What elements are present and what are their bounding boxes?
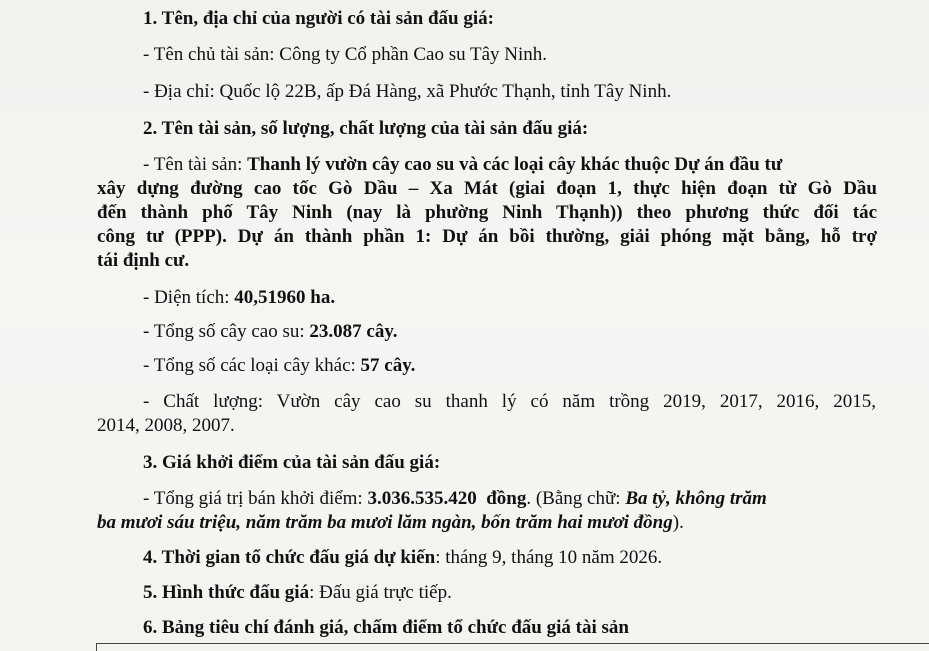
price-line-2: ba mươi sáu triệu, năm trăm ba mươi lăm ngàn, bốn trăm hai mươi đồng). [97, 512, 684, 533]
section-6-heading: 6. Bảng tiêu chí đánh giá, chấm điểm tổ chức đấu giá tài sản [143, 617, 629, 638]
asset-name-line-1: - Tên tài sản: Thanh lý vườn cây cao su và các loại cây khác thuộc Dự án đầu tư [143, 154, 783, 175]
asset-name-line-3: đến thành phố Tây Ninh (nay là phường Ninh Thạnh)) theo phương thức đối tác [97, 202, 877, 223]
section-1-heading: 1. Tên, địa chỉ của người có tài sản đấu giá: [143, 8, 494, 29]
owner-line: - Tên chủ tài sản: Công ty Cổ phần Cao su Tây Ninh. [143, 44, 548, 65]
table-top-border [96, 643, 929, 644]
asset-name-line-4: công tư (PPP). Dự án thành phần 1: Dự án bồi thường, giải phóng mặt bằng, hỗ trợ [97, 226, 877, 247]
section-3-heading: 3. Giá khởi điểm của tài sản đấu giá: [143, 452, 441, 473]
address-line: - Địa chỉ: Quốc lộ 22B, ấp Đá Hàng, xã Phước Thạnh, tỉnh Tây Ninh. [143, 81, 672, 102]
price-line-1: - Tổng giá trị bán khởi điểm: 3.036.535.420 đồng. (Bằng chữ: Ba tỷ, không trăm [143, 488, 767, 509]
section-2-heading: 2. Tên tài sản, số lượng, chất lượng của tài sản đấu giá: [143, 118, 589, 139]
rubber-trees-line: - Tổng số cây cao su: 23.087 cây. [143, 321, 398, 342]
table-left-border [96, 643, 97, 651]
area-line: - Diện tích: 40,51960 ha. [143, 287, 336, 308]
section-4-line: 4. Thời gian tổ chức đấu giá dự kiến: tháng 9, tháng 10 năm 2026. [143, 547, 663, 568]
section-5-line: 5. Hình thức đấu giá: Đấu giá trực tiếp. [143, 582, 452, 603]
quality-line-2: 2014, 2008, 2007. [97, 415, 235, 436]
asset-name-line-2: xây dựng đường cao tốc Gò Dầu – Xa Mát (giai đoạn 1, thực hiện đoạn từ Gò Dầu [97, 178, 877, 199]
quality-line-1: - Chất lượng: Vườn cây cao su thanh lý có năm trồng 2019, 2017, 2016, 2015, [143, 391, 876, 412]
other-trees-line: - Tổng số các loại cây khác: 57 cây. [143, 355, 416, 376]
asset-name-line-5: tái định cư. [97, 250, 190, 271]
